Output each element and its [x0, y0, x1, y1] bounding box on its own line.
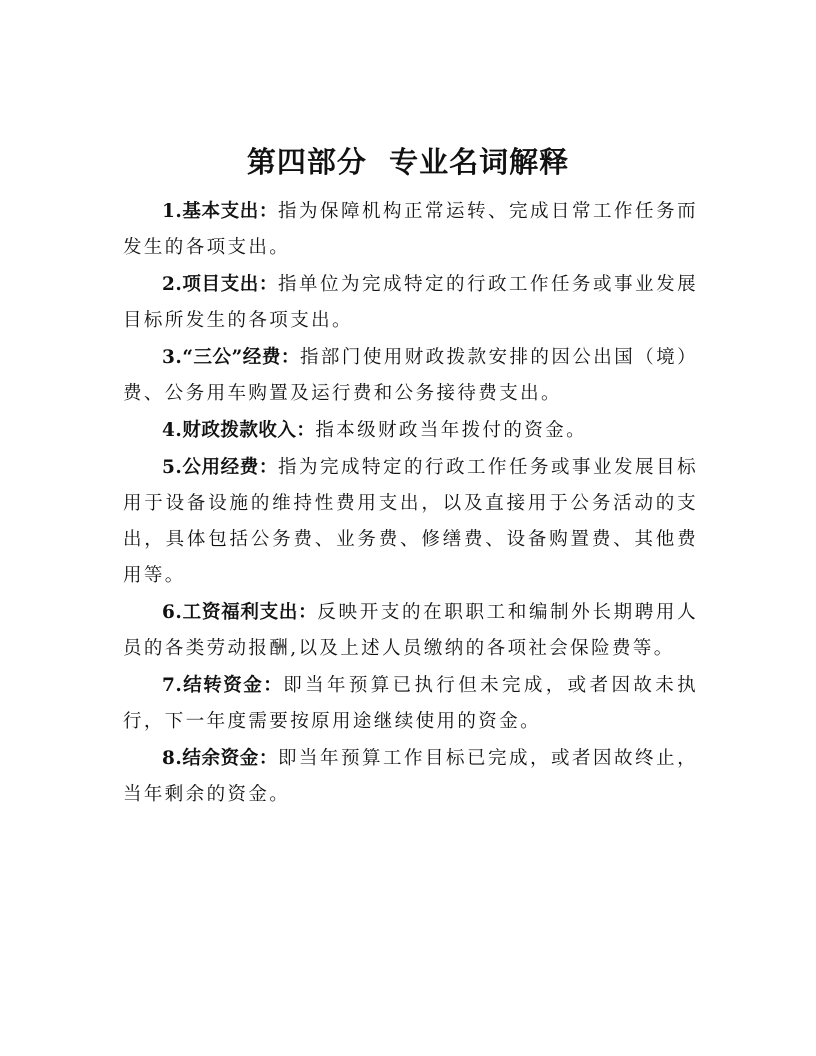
glossary-term: 5.公用经费：	[162, 457, 278, 478]
glossary-definition: 反映开支的在职职工和编制外长期聘用人员的各类劳动报酬,以及上述人员缴纳的各项社会保险费等。	[123, 602, 698, 659]
glossary-item-three-public-expenses	[123, 340, 698, 412]
page-title: 第四部分 专业名词解释	[246, 145, 570, 179]
glossary-definition: 即当年预算工作目标已完成，或者因故终止，当年剩余的资金。	[123, 748, 698, 805]
glossary-list	[123, 194, 698, 814]
glossary-term: 4.财政拨款收入：	[162, 420, 316, 441]
glossary-item-public-funds	[123, 450, 698, 594]
glossary-item-carryover-funds	[123, 668, 698, 740]
glossary-term: 2.项目支出：	[162, 274, 278, 295]
glossary-definition: 即当年预算已执行但未完成，或者因故未执行，下一年度需要按原用途继续使用的资金。	[123, 675, 698, 732]
glossary-term: 1.基本支出：	[162, 201, 278, 222]
glossary-item-project-expenditure	[123, 267, 698, 339]
glossary-definition: 指部门使用财政拨款安排的因公出国（境）费、公务用车购置及运行费和公务接待费支出。	[123, 347, 698, 404]
glossary-item-wage-welfare-expenditure	[123, 595, 698, 667]
glossary-item-surplus-funds	[123, 741, 698, 813]
glossary-definition: 指为完成特定的行政工作任务或事业发展目标用于设备设施的维持性费用支出，以及直接用于公务活动的支出，具体包括公务费、业务费、修缮费、设备购置费、其他费用等。	[123, 457, 698, 586]
glossary-term: 3.“三公”经费：	[162, 347, 300, 368]
glossary-definition: 指为保障机构正常运转、完成日常工作任务而发生的各项支出。	[123, 201, 698, 258]
glossary-item-fiscal-appropriation-income	[123, 413, 698, 449]
glossary-item-basic-expenditure	[123, 194, 698, 266]
glossary-term: 8.结余资金：	[162, 748, 278, 769]
glossary-term: 6.工资福利支出：	[162, 602, 318, 623]
glossary-term: 7.结转资金：	[162, 675, 284, 696]
glossary-definition: 指单位为完成特定的行政工作任务或事业发展目标所发生的各项支出。	[123, 274, 698, 331]
glossary-definition: 指本级财政当年拨付的资金。	[315, 420, 588, 441]
